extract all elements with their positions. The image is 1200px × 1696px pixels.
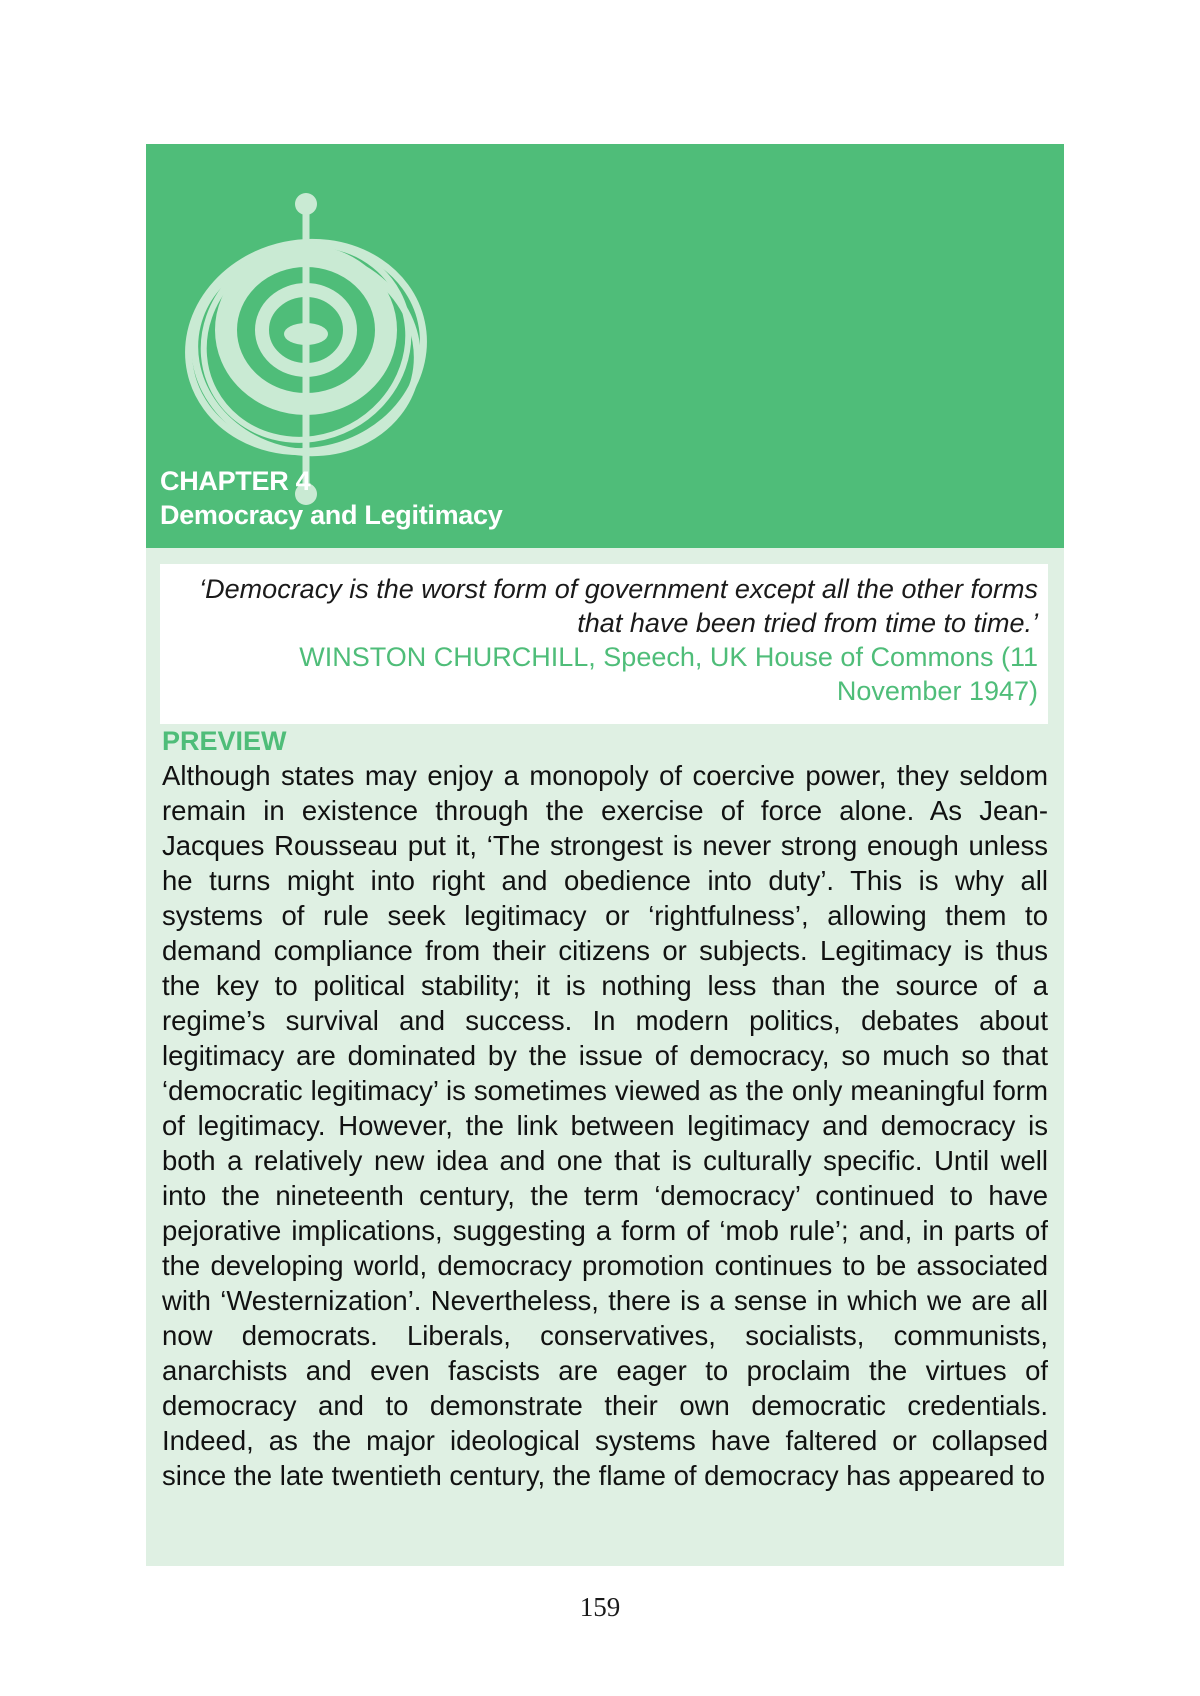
chapter-title: Democracy and Legitimacy [160, 500, 503, 530]
chapter-body-panel [146, 548, 1064, 1566]
chapter-number: CHAPTER 4 [160, 466, 311, 496]
preview-heading: PREVIEW [162, 726, 287, 756]
chapter-header [146, 144, 1064, 548]
epigraph-box [160, 564, 1048, 724]
epigraph-quote: ‘Democracy is the worst form of government except all the other forms that have been tried from time to time.’ [199, 574, 1038, 638]
epigraph-source: WINSTON CHURCHILL, Speech, UK House of Commons (11 November 1947) [299, 642, 1038, 706]
preview-paragraph: Although states may enjoy a monopoly of coercive power, they seldom remain in existence through the exercise of force alone. As Jean-Jacques Rousseau put it, ‘The strongest is never strong enough unless he turns might into right and obedience into duty’. This is why all systems of rule seek legitimacy or ‘rightfulness’, allowing them to demand compliance from their citizens or subjects. Legitimacy is thus the key to political stability; it is nothing less than the source of a regime’s survival and success. In modern politics, debates about legitimacy are dominated by the issue of democracy, so much so that ‘democratic legitimacy’ is sometimes viewed as the only meaningful form of legitimacy. However, the link between legitimacy and democracy is both a relatively new idea and one that is culturally specific. Until well into the nineteenth century, the term ‘democracy’ continued to have pejorative implications, suggesting a form of ‘mob rule’; and, in parts of the developing world, democracy promotion continues to be associated with ‘Westernization’. Nevertheless, there is a sense in which we are all now democrats. Liberals, conservatives, socialists, communists, anarchists and even fascists are eager to proclaim the virtues of democracy and to demonstrate their own democratic credentials. Indeed, as the major ideological systems have faltered or collapsed since the late twentieth century, the flame of democracy has appeared to [162, 760, 1048, 1491]
page-number: 159 [579, 1592, 621, 1622]
